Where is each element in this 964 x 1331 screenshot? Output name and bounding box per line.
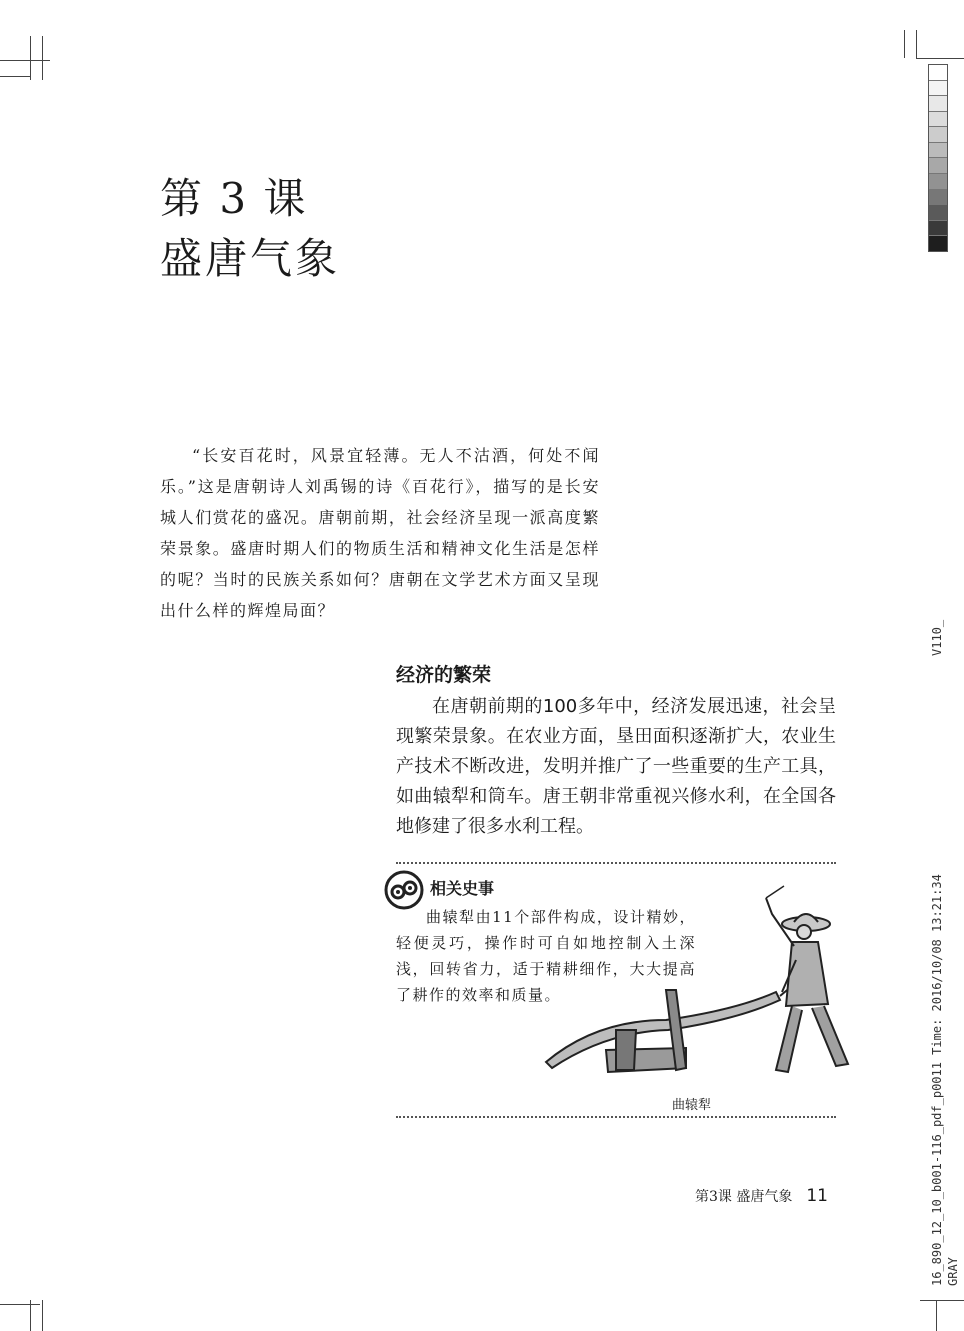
crop-mark <box>42 36 43 80</box>
margin-gray-label: GRAY <box>946 1257 960 1286</box>
lesson-title: 盛唐气象 <box>160 234 341 283</box>
intro-paragraph: “长安百花时，风景宜轻薄。无人不沽酒，何处不闻乐。”这是唐朝诗人刘禹锡的诗《百花行》，描写的是长安城人们赏花的盛况。唐朝前期，社会经济呈现一派高度繁荣景象。盛唐时期人们的物质生活和精神文化生活是怎样的呢？当时的民族关系如何？唐朝在文学艺术方面又呈现出什么样的辉煌局面？ <box>160 446 600 620</box>
curved-plow-illustration <box>536 880 856 1090</box>
crop-mark <box>916 58 964 59</box>
crop-mark <box>30 1300 31 1331</box>
margin-code: V110_ <box>930 619 944 656</box>
crop-mark <box>42 1300 43 1331</box>
crop-mark <box>920 1300 964 1301</box>
footer-lesson-label: 第3课 盛唐气象 <box>695 1189 793 1205</box>
crop-mark <box>916 30 917 58</box>
crop-mark <box>936 1300 937 1331</box>
section-body <box>396 692 836 842</box>
lesson-number: 第 3 课 <box>160 174 308 223</box>
illustration-caption: 曲辕犁 <box>672 1098 712 1113</box>
crop-mark <box>30 36 31 80</box>
intro-block <box>160 440 600 626</box>
section-paragraph: 在唐朝前期的100多年中，经济发展迅速，社会呈现繁荣景象。在农业方面，垦田面积逐渐扩大，农业生产技术不断改进，发明并推广了一些重要的生产工具，如曲辕犁和筒车。唐王朝非常重视兴修水利，在全国各地修建了很多水利工程。 <box>396 696 836 837</box>
crop-mark <box>0 76 30 77</box>
related-box-bottom-rule <box>396 1116 836 1118</box>
related-facts-paragraph: 曲辕犁由11个部件构成，设计精妙，轻便灵巧，操作时可自如地控制入土深浅，回转省力，适于精耕细作，大大提高了耕作的效率和质量。 <box>396 908 696 1004</box>
page-number: 11 <box>806 1186 828 1206</box>
crop-mark <box>0 1304 40 1305</box>
page-footer <box>695 1186 828 1206</box>
section-title: 经济的繁荣 <box>396 664 492 686</box>
related-facts-heading: 相关史事 <box>430 879 495 898</box>
grayscale-calibration-strip <box>928 64 948 252</box>
crop-mark <box>904 30 905 58</box>
related-box-top-rule <box>396 862 836 864</box>
margin-print-info: 16_890_12_10_b001-116_pdf_p0011 Time: 2016/10/08 13:21:34 <box>930 874 944 1286</box>
